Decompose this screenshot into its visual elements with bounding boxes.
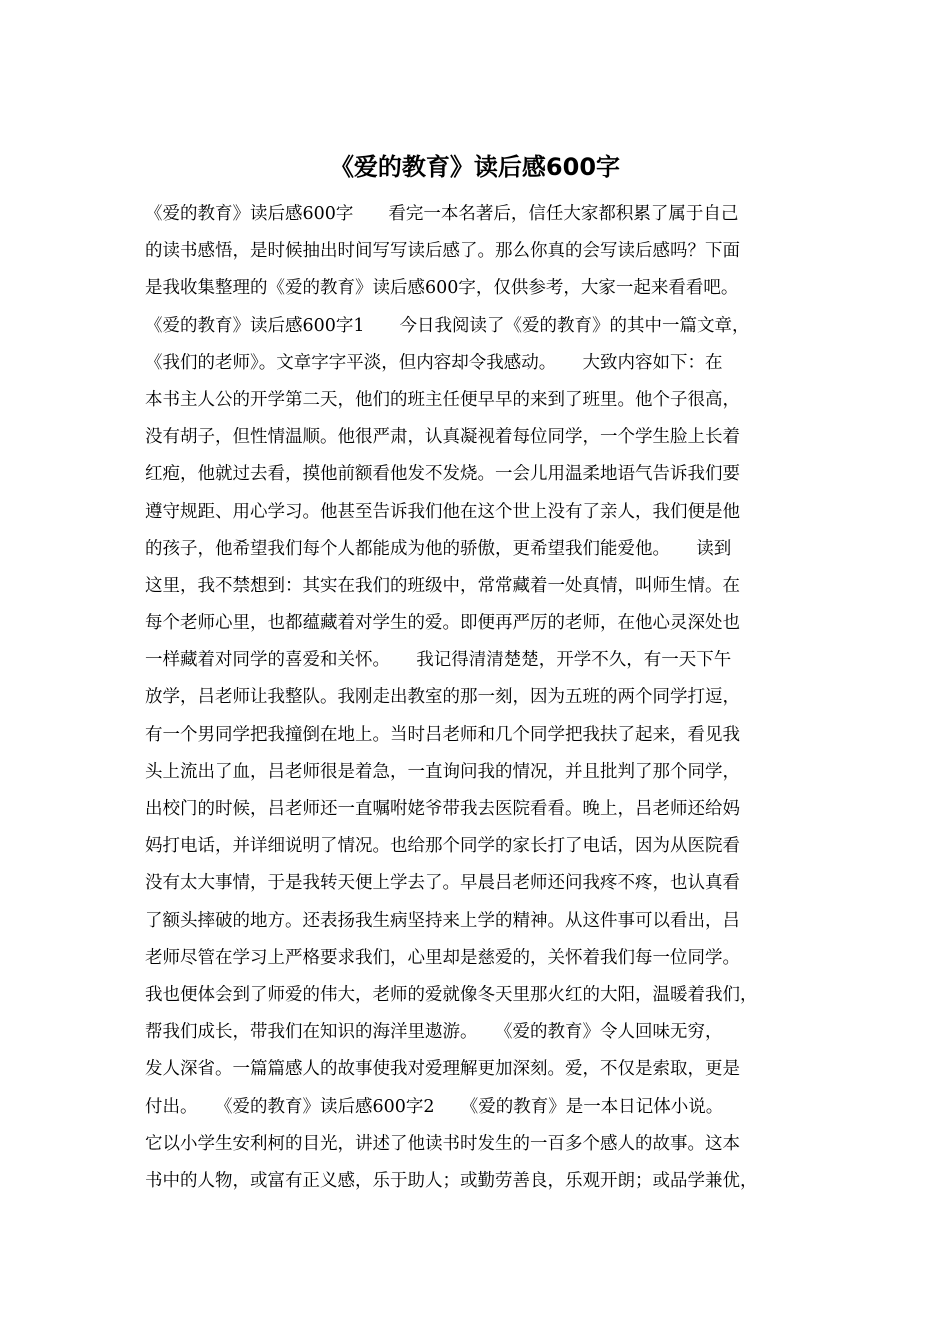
body-line: 《爱的教育》读后感600字1 今日我阅读了《爱的教育》的其中一篇文章， <box>145 315 750 336</box>
body-line: 没有太大事情，于是我转天便上学去了。早晨吕老师还问我疼不疼，也认真看 <box>145 873 740 894</box>
body-line: 帮我们成长，带我们在知识的海洋里遨游。 《爱的教育》令人回味无穷， <box>145 1022 723 1043</box>
body-line: 出校门的时候，吕老师还一直嘱咐姥爷带我去医院看看。晚上，吕老师还给妈 <box>145 799 740 819</box>
body-line: 老师尽管在学习上严格要求我们，心里却是慈爱的，关怀着我们每一位同学。 <box>145 947 740 968</box>
body-line: 的孩子，他希望我们每个人都能成为他的骄傲，更希望我们能爱他。 读到 <box>145 538 732 559</box>
body-line: 没有胡子，但性情温顺。他很严肃，认真凝视着每位同学，一个学生脸上长着 <box>145 427 740 448</box>
body-line: 红疱，他就过去看，摸他前额看他发不发烧。一会儿用温柔地语气告诉我们要 <box>145 464 740 485</box>
body-line: 这里，我不禁想到：其实在我们的班级中，常常藏着一处真情，叫师生情。在 <box>145 575 740 596</box>
body-line: 每个老师心里，也都蕴藏着对学生的爱。即便再严厉的老师，在他心灵深处也 <box>145 613 740 634</box>
body-line: 了额头摔破的地方。还表扬我生病坚持来上学的精神。从这件事可以看出，吕 <box>145 910 740 931</box>
body-line: 是我收集整理的《爱的教育》读后感600字，仅供参考，大家一起来看看吧。 <box>145 278 739 299</box>
body-line: 书中的人物，或富有正义感，乐于助人；或勤劳善良，乐观开朗；或品学兼优， <box>145 1170 758 1191</box>
body-line: 《爱的教育》读后感600字 看完一本名著后，信任大家都积累了属于自己 <box>145 204 739 224</box>
body-line: 遵守规距、用心学习。他甚至告诉我们他在这个世上没有了亲人，我们便是他 <box>145 501 740 522</box>
body-line: 放学，吕老师让我整队。我刚走出教室的那一刻，因为五班的两个同学打逗， <box>145 687 740 708</box>
document-title: 《爱的教育》读后感600字 <box>329 153 621 181</box>
body-line: 的读书感悟，是时候抽出时间写写读后感了。那么你真的会写读后感吗？下面 <box>145 241 740 262</box>
body-line: 《我们的老师》。文章字字平淡，但内容却令我感动。 大致内容如下：在 <box>145 352 723 373</box>
document-body <box>145 196 825 1200</box>
body-line: 本书主人公的开学第二天，他们的班主任便早早的来到了班里。他个子很高， <box>145 389 740 410</box>
body-line: 一样藏着对同学的喜爱和关怀。 我记得清清楚楚，开学不久，有一天下午 <box>145 650 732 671</box>
body-line: 发人深省。一篇篇感人的故事使我对爱理解更加深刻。爱，不仅是索取，更是 <box>145 1059 740 1080</box>
body-line: 我也便体会到了师爱的伟大，老师的爱就像冬天里那火红的大阳，温暖着我们， <box>145 984 758 1005</box>
body-line: 它以小学生安利柯的目光，讲述了他读书时发生的一百多个感人的故事。这本 <box>145 1133 740 1154</box>
body-line: 头上流出了血，吕老师很是着急，一直询问我的情况，并且批判了那个同学， <box>145 761 740 782</box>
body-line: 有一个男同学把我撞倒在地上。当时吕老师和几个同学把我扶了起来，看见我 <box>145 724 740 745</box>
body-line: 妈打电话，并详细说明了情况。也给那个同学的家长打了电话，因为从医院看 <box>145 836 740 857</box>
body-line: 付出。 《爱的教育》读后感600字2 《爱的教育》是一本日记体小说。 <box>145 1096 724 1117</box>
